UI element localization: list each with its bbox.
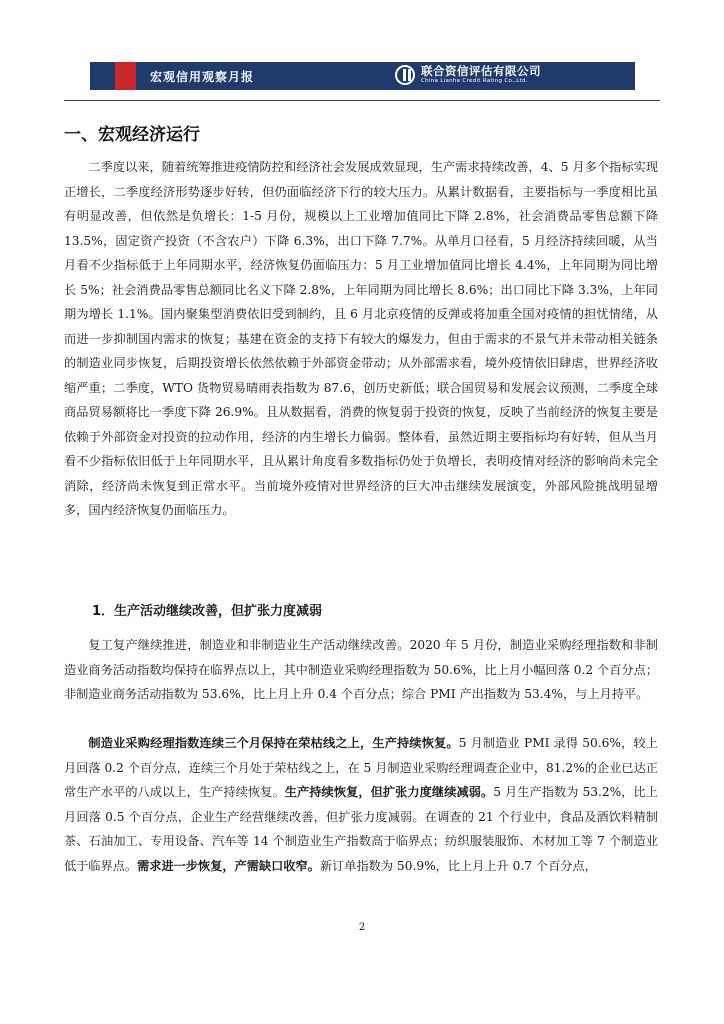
- brand-text: [421, 63, 541, 85]
- brand-name: 联合资信评估有限公司: [421, 63, 541, 78]
- text-run-2: 5 月生产指数为 53.2%，比上月回落 0.5 个百分点，企业生产经营继续改善，但扩张力度减弱。在调查的 21 个行业中，食品及酒饮料精制茶、石油加工、专用设备、汽车等 14 个制造业生产指数高于临界点；纺织服装服饰、木材加工等 7 个制造业低于临界点。: [64, 785, 659, 873]
- text-run-1: 5 月制造业 PMI 录得 50.6%，较上月回落 0.2 个百分点，连续三个月处于荣枯线之上，在 5 月制造业采购经理调查企业中，81.2%的企业已达正常生产水平的八成以上，生产持续恢复。: [64, 736, 658, 799]
- bold-lead-3: 需求进一步恢复，产需缺口收窄。: [137, 858, 320, 873]
- brand-english-name: China Lianhe Credit Rating Co.,Ltd.: [421, 78, 528, 84]
- header-divider: [64, 100, 660, 101]
- report-title: 宏观信用观察月报: [150, 69, 255, 84]
- header-accent-block: [115, 62, 136, 90]
- section-heading: 一、宏观经济运行: [64, 125, 200, 145]
- page-number: 2: [358, 922, 366, 933]
- subsection-heading: 1．生产活动继续改善，但扩张力度减弱: [92, 604, 323, 619]
- paragraph-macro-overview: 二季度以来，随着统筹推进疫情防控和经济社会发展成效显现，生产需求持续改善，4、5 月多个指标实现正增长，二季度经济形势逐步好转，但仍面临经济下行的较大压力。从累计数据看，主要指标与一季度相比虽有明显改善，但依然是负增长：1-5 月份，规模以上工业增加值同比下降 2.8%，社会消费品零售总额下降 13.5%，固定资产投资（不含农户）下降 6.3%，出口下降 7.7%。从单月口径看，5 月经济持续回暖，从当月看不少指标低于上年同期水平，经济恢复仍面临压力：5 月工业增加值同比增长 4.4%，上年同期为同比增长 5%；社会消费品零售总额同比名义下降 2.8%，上年同期为同比增长 8.6%；出口同比下降 3.3%，上年同期为增长 1.1%。国内聚集型消费依旧受到制约，且 6 月北京疫情的反弹或将加重全国对疫情的担忧情绪，从而进一步抑制国内需求的恢复；基建在资金的支持下有较大的爆发力，但由于需求的不景气并未带动相关链条的制造业同步恢复，后期投资增长依然依赖于外部资金带动；从外部需求看，境外疫情依旧肆虐，世界经济收缩严重；二季度，WTO 货物贸易晴雨表指数为 87.6，创历史新低；联合国贸易和发展会议预测，二季度全球商品贸易额将比一季度下降 26.9%。且从数据看，消费的恢复弱于投资的恢复，反映了当前经济的恢复主要是依赖于外部资金对投资的拉动作用，经济的内生增长力偏弱。整体看，虽然近期主要指标均有好转，但从当月看不少指标依旧低于上年同期水平，且从累计角度看多数指标仍处于负增长，表明疫情对经济的影响尚未完全消除，经济尚未恢复到正常水平。当前境外疫情对世界经济的巨大冲击继续发展演变，外部风险挑战明显增多，国内经济恢复仍面临压力。: [64, 160, 658, 517]
- text-run-3: 新订单指数为 50.9%，比上月上升 0.7 个百分点，: [319, 858, 597, 873]
- bold-lead-2: 生产持续恢复，但扩张力度继续减弱。: [284, 785, 494, 799]
- company-brand: [395, 65, 541, 85]
- bold-lead-1: 制造业采购经理指数连续三个月保持在荣枯线之上，生产持续恢复。: [88, 736, 459, 750]
- company-logo-icon: [395, 65, 415, 85]
- report-header-banner: [90, 62, 635, 90]
- paragraph-manufacturing-pmi: [64, 731, 658, 878]
- paragraph-pmi-summary: 复工复产继续推进，制造业和非制造业生产活动继续改善。2020 年 5 月份，制造业采购经理指数和非制造业商务活动指数均保持在临界点以上，其中制造业采购经理指数为 50.6%，比上月小幅回落 0.2 个百分点；非制造业商务活动指数为 53.6%，比上月上升 0.4 个百分点；综合 PMI 产出指数为 53.4%，与上月持平。: [64, 638, 658, 701]
